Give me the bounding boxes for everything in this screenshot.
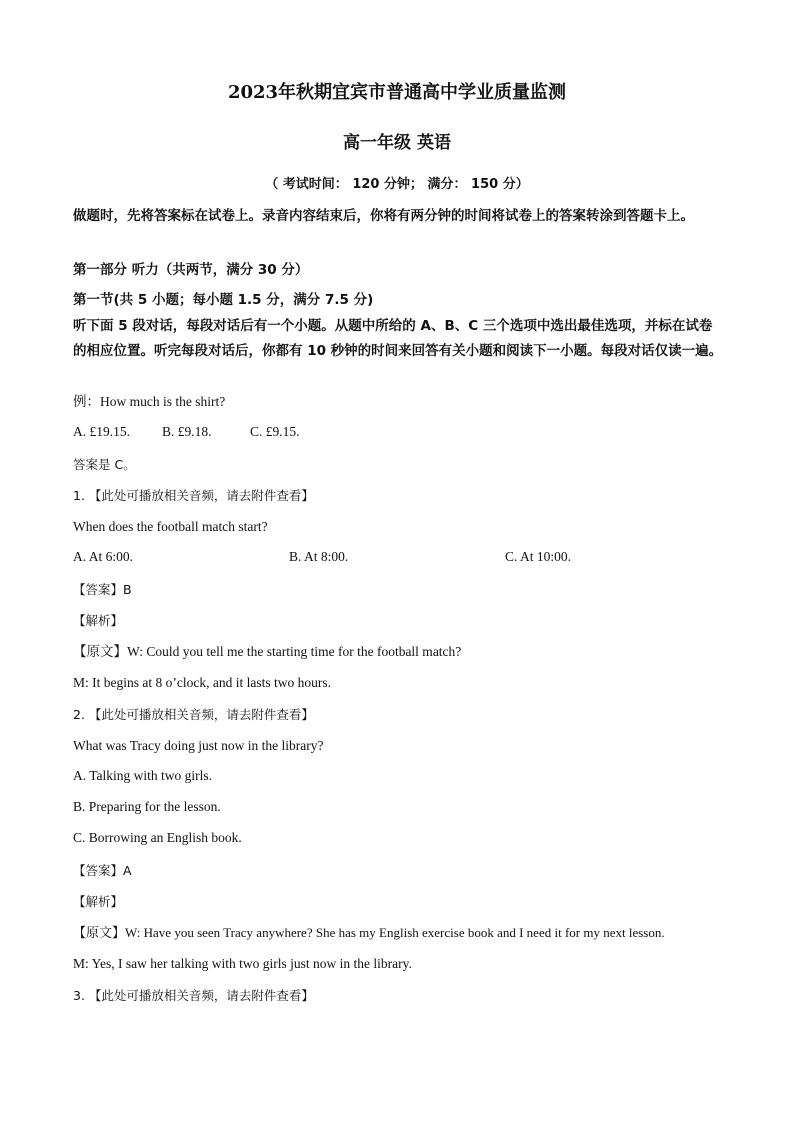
part-heading: 第一部分 听力（共两节，满分 30 分） [73,262,309,278]
page-title: 2023年秋期宜宾市普通高中学业质量监测 [227,82,567,103]
q1-question: When does the football match start? [73,519,268,534]
q1-audio-note: 1. 【此处可播放相关音频，请去附件查看】 [73,488,314,503]
q1-option-c: C. At 10:00. [505,549,572,564]
example-answer: 答案是 C。 [73,457,136,472]
q1-option-b: B. At 8:00. [289,549,349,564]
q2-audio-note: 2. 【此处可播放相关音频，请去附件查看】 [73,707,314,722]
q2-option-b: B. Preparing for the lesson. [73,799,221,814]
example-option-b: B. £9.18. [162,424,212,439]
example-option-a: A. £19.15. [73,424,130,439]
q2-option-c: C. Borrowing an English book. [73,830,242,845]
q2-transcript-m: M: Yes, I saw her talking with two girls just now in the library. [73,956,412,971]
page-subtitle: 高一年级 英语 [343,133,451,153]
section-heading: 第一节(共 5 小题；每小题 1.5 分，满分 7.5 分) [73,292,374,308]
instruction-text: 做题时，先将答案标在试卷上。录音内容结束后，你将有两分钟的时间将试卷上的答案转涂到答题卡上。 [73,208,694,224]
q2-analysis: 【解析】 [73,894,124,909]
q2-option-a: A. Talking with two girls. [73,768,213,783]
q2-transcript-w: 【原文】W: Have you seen Tracy anywhere? She has my English exercise book and I need it for my next lesson. [73,925,665,940]
q1-answer: 【答案】B [73,582,132,597]
q1-option-a: A. At 6:00. [73,549,134,564]
example-question: 例：How much is the shirt? [73,394,226,409]
q2-question: What was Tracy doing just now in the library? [73,738,324,753]
q1-analysis: 【解析】 [73,613,124,628]
exam-meta: （ 考试时间： 120 分钟； 满分： 150 分） [265,177,529,192]
example-option-c: C. £9.15. [250,424,300,439]
q1-transcript-m: M: It begins at 8 o’clock, and it lasts two hours. [73,675,331,690]
q2-answer: 【答案】A [73,863,132,878]
directions-text: 听下面 5 段对话，每段对话后有一个小题。从题中所给的 A、B、C 三个选项中选出最佳选项，并标在试卷的相应位置。听完每段对话后，你都有 10 秒钟的时间来回答有关小题和阅读下一小题。每段对话仅读一遍。 [73,318,723,359]
q3-audio-note: 3. 【此处可播放相关音频，请去附件查看】 [73,988,314,1003]
q1-transcript-w: 【原文】W: Could you tell me the starting time for the football match? [73,644,462,659]
